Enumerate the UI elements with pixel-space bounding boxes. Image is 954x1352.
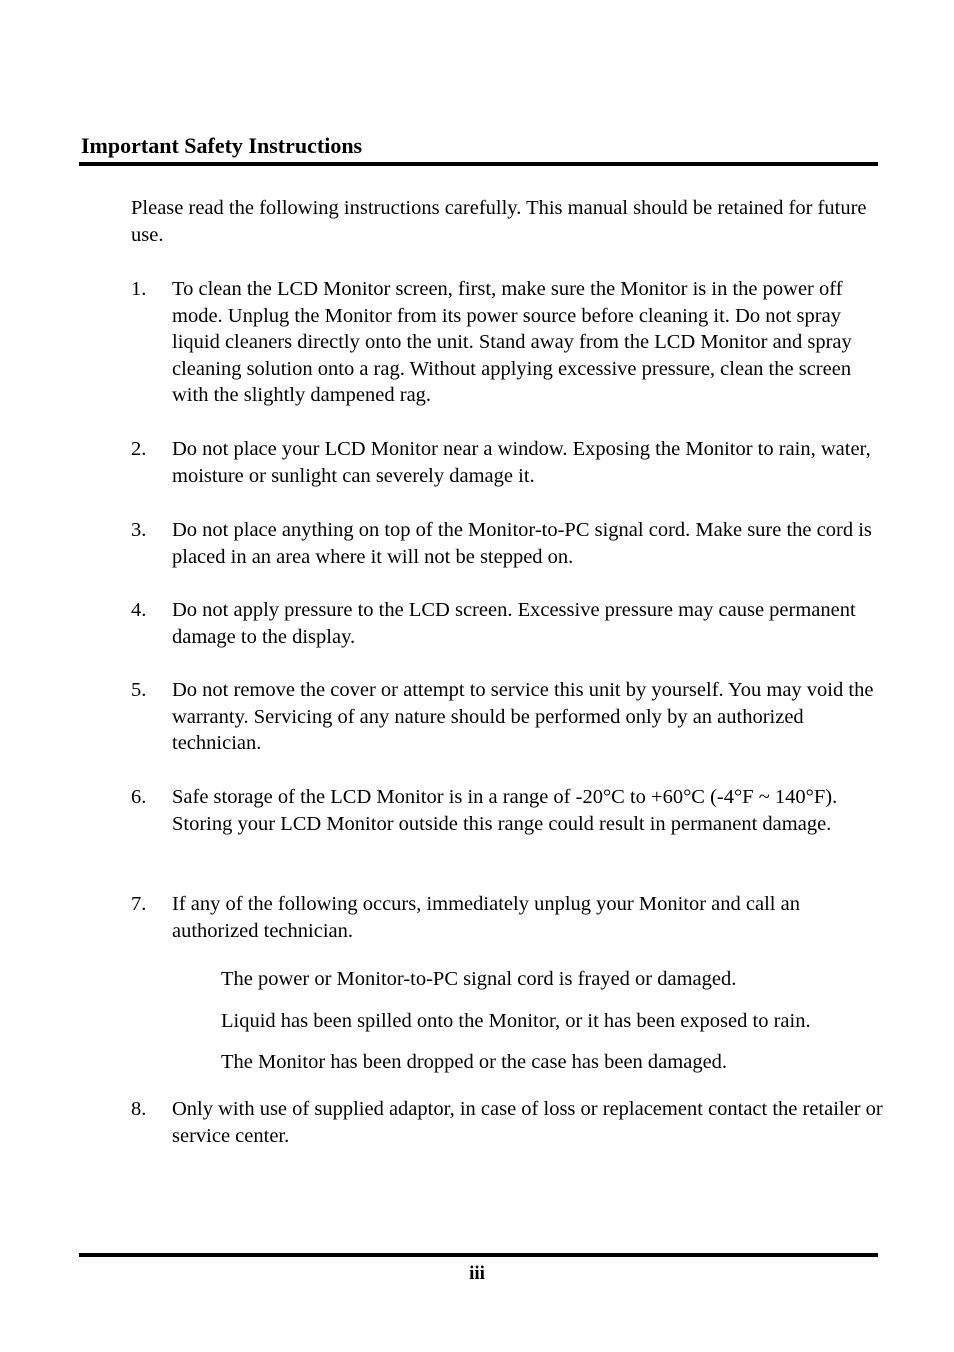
list-item-number: 4. <box>131 599 147 621</box>
list-item-number: 5. <box>131 679 147 701</box>
list-item-text: Only with use of supplied adaptor, in case of loss or replacement contact the retailer or service center. <box>172 1098 883 1147</box>
list-item-text: If any of the following occurs, immediately unplug your Monitor and call an authorized technician. <box>172 893 800 942</box>
intro-paragraph: Please read the following instructions carefully. This manual should be retained for future use. <box>131 197 867 246</box>
list-item-number: 8. <box>131 1098 147 1120</box>
list-item-text: Do not place your LCD Monitor near a window. Exposing the Monitor to rain, water, moisture or sunlight can severely damage it. <box>172 438 871 487</box>
list-item-text: Do not remove the cover or attempt to service this unit by yourself. You may void the warranty. Servicing of any nature should be performed only by an authorized technician. <box>172 679 874 755</box>
sub-list-item: Liquid has been spilled onto the Monitor, or it has been exposed to rain. <box>221 1010 811 1032</box>
list-item-text: Do not place anything on top of the Monitor-to-PC signal cord. Make sure the cord is placed in an area where it will not be stepped on. <box>172 519 872 568</box>
list-item-text: Safe storage of the LCD Monitor is in a range of -20°C to +60°C (-4°F ~ 140°F). Storing your LCD Monitor outside this range could result in permanent damage. <box>172 786 838 835</box>
section-heading: Important Safety Instructions <box>81 133 363 158</box>
list-item-number: 3. <box>131 519 147 541</box>
list-item-number: 7. <box>131 893 147 915</box>
sub-list-item: The power or Monitor-to-PC signal cord is frayed or damaged. <box>221 968 737 990</box>
header-rule <box>79 162 878 166</box>
list-item-text: Do not apply pressure to the LCD screen. Excessive pressure may cause permanent damage to the display. <box>172 599 856 648</box>
list-item-number: 1. <box>131 278 147 300</box>
page-number: iii <box>469 1263 485 1284</box>
list-item-text: To clean the LCD Monitor screen, first, make sure the Monitor is in the power off mode. Unplug the Monitor from its power source before cleaning it. Do not spray liquid cleaners directly onto the unit. Stand away from the LCD Monitor and spray cleaning solution onto a rag. Without applying excessive pressure, clean the screen with the slightly dampened rag. <box>172 278 852 407</box>
sub-list-item: The Monitor has been dropped or the case has been damaged. <box>221 1051 728 1073</box>
list-item-number: 2. <box>131 438 147 460</box>
footer-rule <box>79 1253 878 1257</box>
list-item-number: 6. <box>131 786 147 808</box>
